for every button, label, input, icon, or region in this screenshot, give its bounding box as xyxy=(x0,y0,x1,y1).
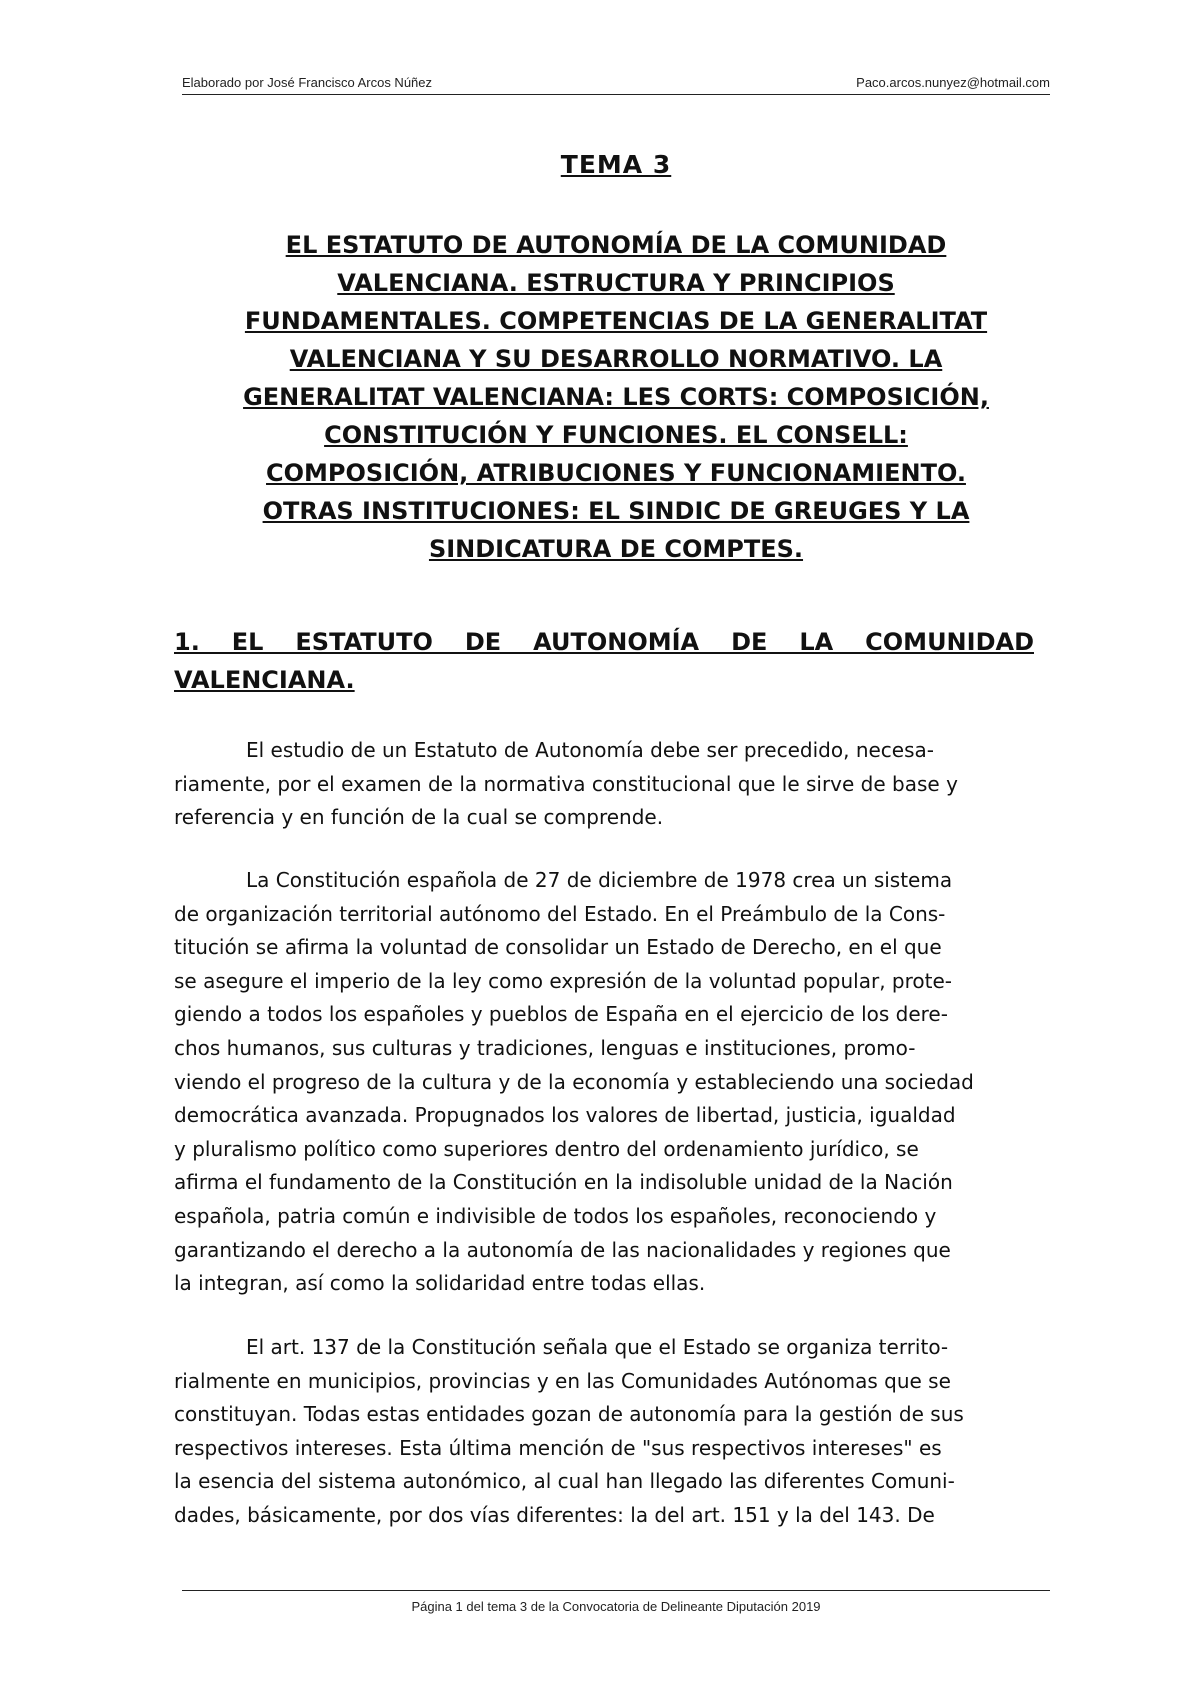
paragraph-line: rialmente en municipios, provincias y en las Comunidades Autónomas que se xyxy=(174,1368,951,1393)
paragraph-line: la esencia del sistema autonómico, al cual han llegado las diferentes Comuni- xyxy=(174,1469,955,1494)
title-line: CONSTITUCIÓN Y FUNCIONES. EL CONSELL: xyxy=(324,421,908,449)
paragraph-line: la integran, así como la solidaridad entre todas ellas. xyxy=(174,1271,706,1296)
paragraph-line: El estudio de un Estatuto de Autonomía debe ser precedido, necesa- xyxy=(246,738,934,762)
paragraph-line: referencia y en función de la cual se comprende. xyxy=(174,805,664,830)
title-line: EL ESTATUTO DE AUTONOMÍA DE LA COMUNIDAD xyxy=(285,231,947,259)
paragraph-line: respectivos intereses. Esta última mención de "sus respectivos intereses" es xyxy=(174,1435,942,1460)
paragraph-line: La Constitución española de 27 de diciembre de 1978 crea un sistema xyxy=(246,868,953,892)
paragraph-line: garantizando el derecho a la autonomía de las nacionalidades y regiones que xyxy=(174,1237,951,1262)
header-email: Paco.arcos.nunyez@hotmail.com xyxy=(856,75,1050,90)
title-line: SINDICATURA DE COMPTES. xyxy=(428,535,804,563)
title-line: FUNDAMENTALES. COMPETENCIAS DE LA GENERALITAT xyxy=(244,307,988,335)
title-line: VALENCIANA Y SU DESARROLLO NORMATIVO. LA xyxy=(289,345,943,373)
paragraph-line: afirma el fundamento de la Constitución en la indisoluble unidad de la Nación xyxy=(174,1170,953,1195)
page-header xyxy=(182,72,1050,95)
paragraph-line: democrática avanzada. Propugnados los valores de libertad, justicia, igualdad xyxy=(174,1103,956,1128)
paragraph-line: española, patria común e indivisible de todos los españoles, reconociendo y xyxy=(174,1203,937,1228)
paragraph-line: chos humanos, sus culturas y tradiciones, lenguas e instituciones, promo- xyxy=(174,1035,916,1060)
tema-heading: TEMA 3 xyxy=(560,150,672,179)
paragraph-line: de organización territorial autónomo del Estado. En el Preámbulo de la Cons- xyxy=(174,901,946,926)
paragraph-2 xyxy=(174,864,1034,1301)
paragraph-line: titución se afirma la voluntad de consolidar un Estado de Derecho, en el que xyxy=(174,935,942,960)
paragraph-line: El art. 137 de la Constitución señala que el Estado se organiza territo- xyxy=(246,1335,949,1359)
page-footer: Página 1 del tema 3 de la Convocatoria de Delineante Diputación 2019 xyxy=(182,1590,1050,1614)
paragraph-line: se asegure el imperio de la ley como expresión de la voluntad popular, prote- xyxy=(174,968,953,993)
paragraph-1 xyxy=(174,734,1034,835)
title-line: OTRAS INSTITUCIONES: EL SINDIC DE GREUGES Y LA xyxy=(262,497,970,525)
title-line: COMPOSICIÓN, ATRIBUCIONES Y FUNCIONAMIENTO. xyxy=(266,459,966,487)
title-line: GENERALITAT VALENCIANA: LES CORTS: COMPOSICIÓN, xyxy=(243,383,989,411)
paragraph-line: constituyan. Todas estas entidades gozan de autonomía para la gestión de sus xyxy=(174,1402,964,1427)
header-author: Elaborado por José Francisco Arcos Núñez xyxy=(182,75,433,90)
document-title xyxy=(182,226,1050,568)
section-heading-line: 1. EL ESTATUTO DE AUTONOMÍA DE LA COMUNIDAD xyxy=(174,628,1034,656)
paragraph-line: dades, básicamente, por dos vías diferentes: la del art. 151 y la del 143. De xyxy=(174,1502,935,1527)
paragraph-line: riamente, por el examen de la normativa constitucional que le sirve de base y xyxy=(174,771,958,796)
title-line: VALENCIANA. ESTRUCTURA Y PRINCIPIOS xyxy=(337,269,895,297)
paragraph-line: giendo a todos los españoles y pueblos de España en el ejercicio de los dere- xyxy=(174,1002,948,1027)
section-heading-line: VALENCIANA. xyxy=(174,666,355,694)
paragraph-line: y pluralismo político como superiores dentro del ordenamiento jurídico, se xyxy=(174,1136,919,1161)
paragraph-line: viendo el progreso de la cultura y de la economía y estableciendo una sociedad xyxy=(174,1069,974,1094)
section-heading xyxy=(174,623,1034,699)
paragraph-3 xyxy=(174,1331,1034,1533)
